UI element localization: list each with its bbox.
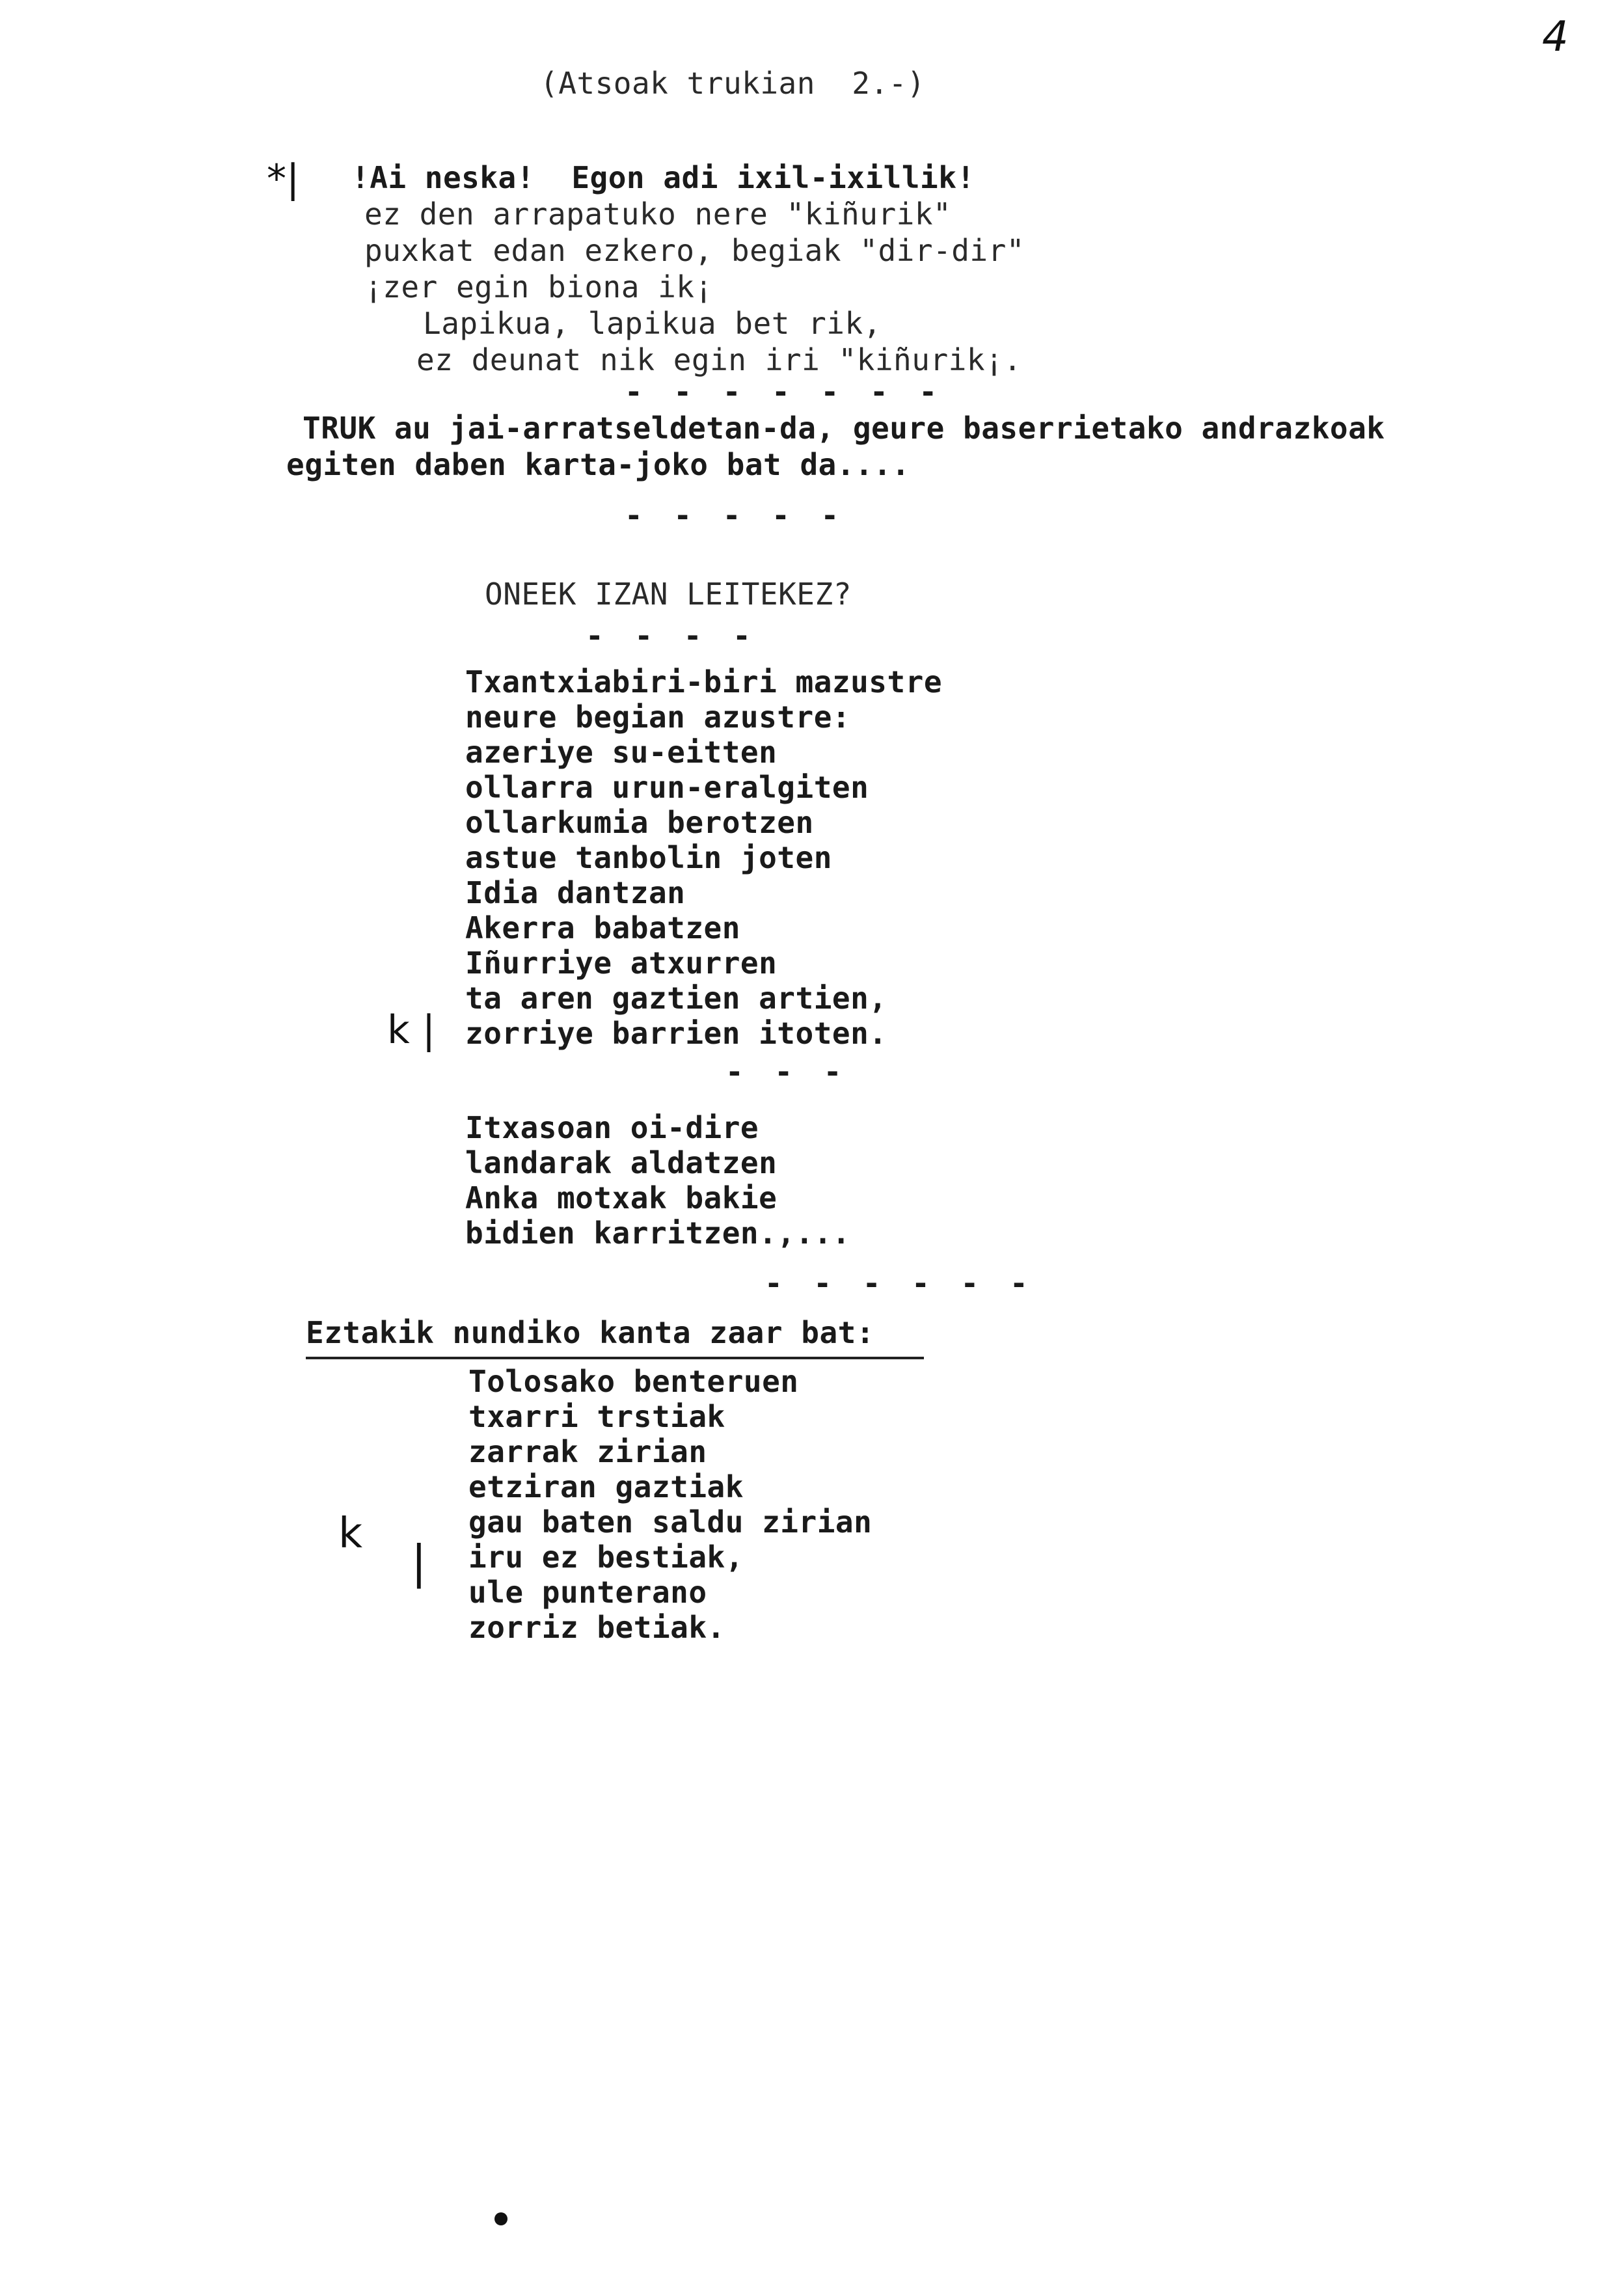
verse-line: ez deunat nik egin iri "kiñurik¡. — [416, 342, 1022, 377]
verse-line: ollarkumia berotzen — [465, 805, 814, 840]
paragraph-line: TRUK au jai-arratseldetan-da, geure baserrietako andrazkoak — [303, 411, 1385, 446]
verse-line: astue tanbolin joten — [465, 840, 832, 875]
verse-line: ule punterano — [468, 1575, 707, 1610]
verse-line: landarak aldatzen — [465, 1145, 778, 1180]
separator: - - - - - — [625, 498, 846, 533]
paragraph-line: egiten daben karta-joko bat da.... — [286, 447, 910, 482]
verse-line: gau baten saldu zirian — [468, 1504, 873, 1540]
margin-mark-k: k | — [387, 1007, 436, 1053]
ink-dot — [494, 2212, 508, 2225]
heading-underline — [306, 1357, 924, 1359]
verse-line: ez den arrapatuko nere "kiñurik" — [364, 197, 952, 232]
verse-line: puxkat edan ezkero, begiak "dir-dir" — [364, 233, 1025, 268]
separator: - - - - - - — [765, 1266, 1035, 1301]
section-heading: ONEEK IZAN LEITEKEZ? — [485, 577, 852, 612]
verse-line: ¡zer egin biona ik¡ — [364, 269, 713, 305]
verse-line: Idia dantzan — [465, 875, 686, 910]
verse-line: zorriye barrien itoten. — [465, 1016, 887, 1051]
verse-line: Lapikua, lapikua bet rik, — [423, 306, 882, 341]
verse-line: neure begian azustre: — [465, 700, 851, 735]
page-title: (Atsoak trukian 2.-) — [540, 66, 926, 101]
verse-line: zarrak zirian — [468, 1434, 707, 1469]
verse-line: Itxasoan oi-dire — [465, 1110, 759, 1145]
margin-mark-bar: | — [411, 1536, 427, 1589]
verse-line: azeriye su-eitten — [465, 735, 778, 770]
page-number-mark: 4 — [1542, 13, 1569, 61]
verse-line: bidien karritzen.,... — [465, 1216, 851, 1251]
separator: - - - - — [586, 618, 757, 653]
verse-line: ollarra urun-eralgiten — [465, 770, 869, 805]
verse-line: ta aren gaztien artien, — [465, 981, 887, 1016]
verse-line: iru ez bestiak, — [468, 1540, 744, 1575]
margin-mark-star: *| — [267, 156, 300, 202]
verse-line: zorriz betiak. — [468, 1610, 725, 1645]
verse-line: Anka motxak bakie — [465, 1180, 778, 1216]
verse-line: Iñurriye atxurren — [465, 945, 778, 981]
separator: - - - — [725, 1054, 848, 1089]
margin-mark-k: k — [338, 1510, 363, 1558]
section-heading: Eztakik nundiko kanta zaar bat: — [306, 1315, 875, 1350]
verse-line: Txantxiabiri-biri mazustre — [465, 664, 943, 700]
separator: - - - - - - - — [625, 374, 944, 409]
verse-line: etziran gaztiak — [468, 1469, 744, 1504]
verse-line: txarri trstiak — [468, 1399, 725, 1434]
verse-line: Tolosako benteruen — [468, 1364, 799, 1399]
verse-line: !Ai neska! Egon adi ixil-ixillik! — [351, 160, 975, 195]
verse-line: Akerra babatzen — [465, 910, 740, 945]
